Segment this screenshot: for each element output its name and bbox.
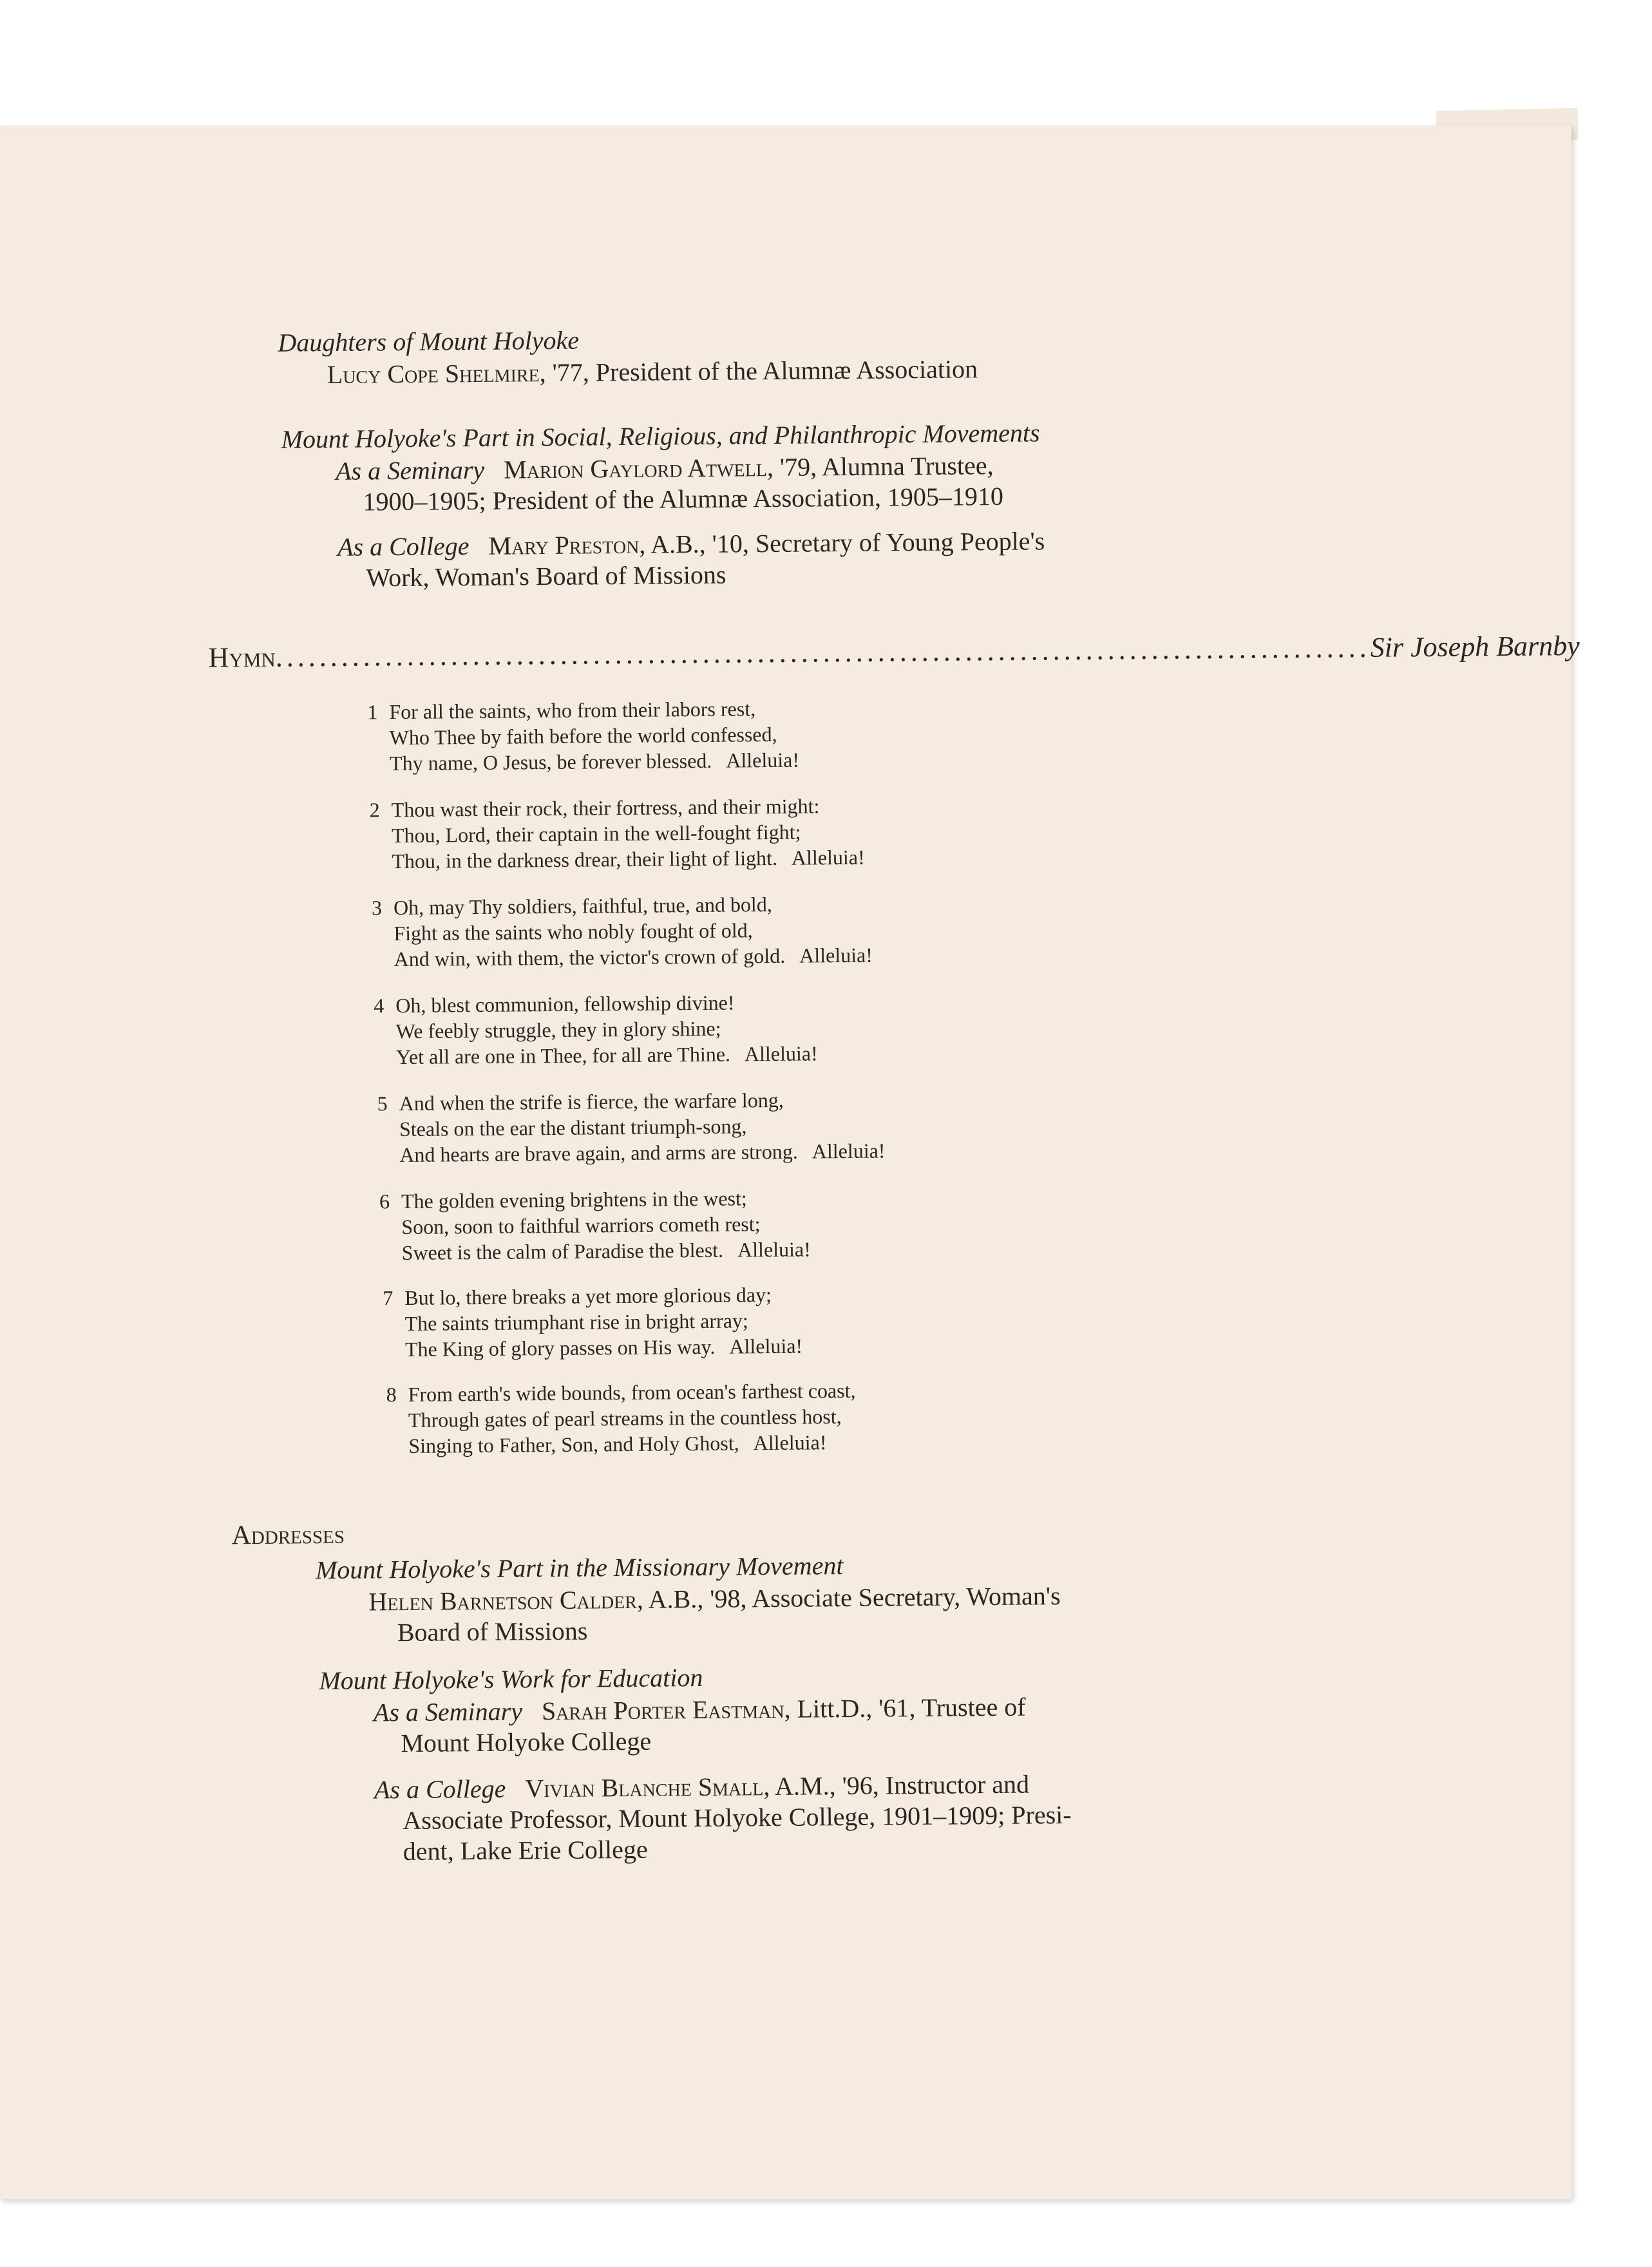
- verse-alleluia: Alleluia!: [737, 1237, 811, 1262]
- shelmire-name: Lucy Cope Shelmire: [327, 358, 540, 389]
- eastman-entry: [374, 1692, 1026, 1729]
- eastman-name: Sarah Porter Eastman: [541, 1694, 784, 1726]
- verse-number: 3: [371, 896, 383, 920]
- hymn-label: Hymn: [208, 641, 276, 674]
- hymn-verse: [379, 1184, 811, 1266]
- verse-line: But lo, there breaks a yet more glorious day;: [404, 1283, 772, 1309]
- calder-desc-2: Board of Missions: [397, 1616, 588, 1647]
- verse-line: Oh, may Thy soldiers, faithful, true, and bold,: [393, 892, 772, 920]
- shelmire-entry: [327, 354, 978, 390]
- verse-line: Who Thee by faith before the world confessed,: [389, 722, 777, 750]
- hymn-verse: [367, 696, 799, 777]
- verse-line: The golden evening brightens in the west;: [401, 1186, 747, 1213]
- verse-alleluia: Alleluia!: [812, 1139, 886, 1163]
- verse-line: Sweet is the calm of Paradise the blest.: [401, 1238, 724, 1265]
- verse-number: 6: [379, 1190, 390, 1213]
- verse-line: We feebly struggle, they in glory shine;: [395, 1016, 721, 1043]
- verse-line: And when the strife is fierce, the warfare long,: [399, 1088, 784, 1115]
- atwell-name: Marion Gaylord Atwell: [503, 453, 768, 484]
- hymn-leader-dots: ....................................................................................................: [275, 631, 1371, 673]
- small-desc-1: , A.M., '96, Instructor and: [763, 1769, 1030, 1801]
- verse-line: The saints triumphant rise in bright array;: [404, 1309, 748, 1335]
- small-desc-3: dent, Lake Erie College: [403, 1834, 648, 1866]
- seminary-label: As a Seminary: [373, 1696, 523, 1727]
- small-name: Vivian Blanche Small: [525, 1772, 764, 1803]
- education-title: Mount Holyoke's Work for Education: [319, 1662, 703, 1696]
- preston-name: Mary Preston: [488, 529, 640, 560]
- verse-number: 4: [374, 994, 385, 1018]
- verse-line: For all the saints, who from their labors rest,: [389, 697, 756, 724]
- verse-line: Thy name, O Jesus, be forever blessed.: [389, 748, 712, 775]
- part-title: Mount Holyoke's Part in Social, Religious, and Philanthropic Movements: [281, 418, 1040, 454]
- verse-line: Thou, Lord, their captain in the well-fought fight;: [391, 820, 801, 848]
- verse-number: 8: [386, 1383, 397, 1407]
- preston-desc-1: , A.B., '10, Secretary of Young People's: [639, 526, 1045, 559]
- college-label: As a College: [337, 531, 470, 562]
- missionary-title: Mount Holyoke's Part in the Missionary Movement: [315, 1551, 844, 1585]
- verse-line: And win, with them, the victor's crown of gold.: [394, 944, 786, 971]
- preston-entry: [337, 526, 1045, 563]
- hymn-verse: [372, 891, 873, 972]
- verse-alleluia: Alleluia!: [744, 1041, 818, 1066]
- hymn-composer: Sir Joseph Barnby: [1370, 630, 1580, 663]
- hymn-verse: [377, 1086, 885, 1168]
- verse-line: Soon, soon to faithful warriors cometh rest;: [401, 1212, 761, 1239]
- atwell-desc-1: , '79, Alumna Trustee,: [766, 450, 994, 482]
- shelmire-desc: , '77, President of the Alumnæ Association: [539, 354, 978, 388]
- verse-line: Fight as the saints who nobly fought of old,: [394, 918, 753, 945]
- preston-desc-2: Work, Woman's Board of Missions: [366, 560, 726, 593]
- hymn-verse: [383, 1282, 802, 1363]
- verse-alleluia: Alleluia!: [753, 1430, 827, 1455]
- verse-number: 2: [369, 798, 380, 822]
- calder-desc-1: , A.B., '98, Associate Secretary, Woman's: [636, 1581, 1061, 1614]
- hymn-verse: [370, 793, 865, 875]
- verse-line: Thou, in the darkness drear, their light of light.: [392, 846, 778, 873]
- verse-line: From earth's wide bounds, from ocean's farthest coast,: [408, 1378, 856, 1406]
- verse-line: Oh, blest communion, fellowship divine!: [395, 991, 735, 1018]
- verse-alleluia: Alleluia!: [799, 943, 873, 967]
- eastman-desc-1: , Litt.D., '61, Trustee of: [784, 1692, 1026, 1723]
- addresses-heading: Addresses: [231, 1519, 345, 1551]
- verse-number: 1: [367, 700, 378, 724]
- hymn-heading: [208, 630, 1580, 675]
- small-desc-2: Associate Professor, Mount Holyoke College, 1901–1909; Presi-: [403, 1799, 1072, 1835]
- atwell-desc-2: 1900–1905; President of the Alumnæ Association, 1905–1910: [363, 481, 1004, 517]
- verse-line: Singing to Father, Son, and Holy Ghost,: [408, 1431, 739, 1457]
- seminary-label: As a Seminary: [335, 455, 485, 486]
- verse-line: Thou wast their rock, their fortress, and their might:: [391, 794, 820, 822]
- verse-line: Through gates of pearl streams in the countless host,: [408, 1405, 842, 1432]
- verse-line: The King of glory passes on His way.: [404, 1334, 716, 1361]
- verse-number: 7: [383, 1286, 394, 1310]
- daughters-title: Daughters of Mount Holyoke: [278, 325, 580, 357]
- calder-name: Helen Barnetson Calder: [368, 1584, 638, 1617]
- eastman-desc-2: Mount Holyoke College: [401, 1726, 652, 1758]
- hymn-verse: [386, 1378, 856, 1459]
- verse-line: Yet all are one in Thee, for all are Thine.: [395, 1042, 731, 1069]
- verse-alleluia: Alleluia!: [791, 845, 865, 869]
- verse-line: Steals on the ear the distant triumph-song,: [399, 1114, 747, 1141]
- verse-alleluia: Alleluia!: [726, 748, 800, 772]
- verse-alleluia: Alleluia!: [729, 1334, 803, 1358]
- verse-line: And hearts are brave again, and arms are strong.: [399, 1139, 798, 1167]
- hymn-verse: [374, 989, 818, 1070]
- calder-entry: [368, 1580, 1061, 1617]
- verse-number: 5: [377, 1092, 388, 1115]
- college-label: As a College: [374, 1774, 506, 1805]
